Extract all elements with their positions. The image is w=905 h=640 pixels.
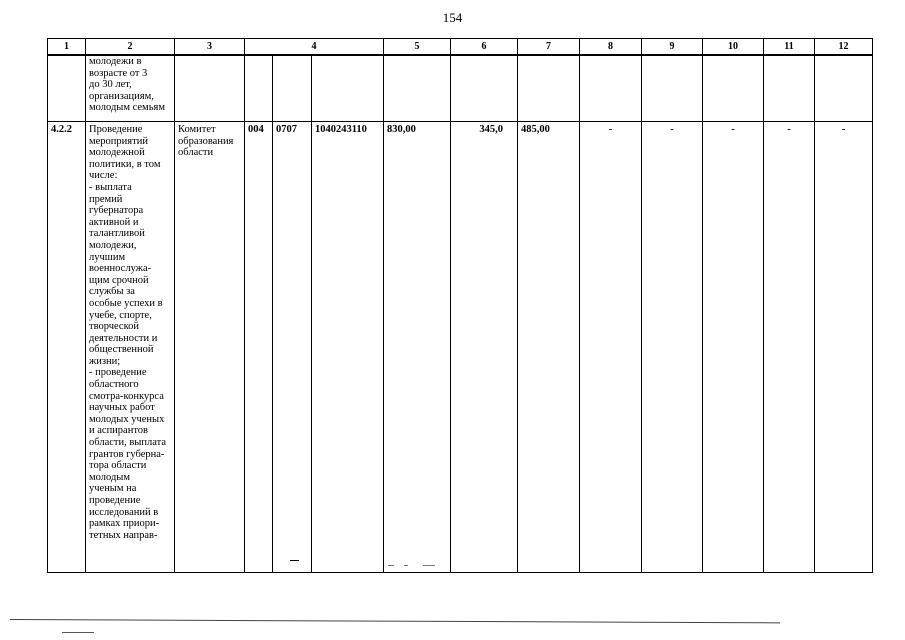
scan-artifact <box>423 565 435 566</box>
scan-artifact <box>404 565 408 566</box>
header-cell: 8 <box>580 39 642 56</box>
col9-value: - <box>642 122 703 573</box>
header-cell: 4 <box>245 39 384 56</box>
col8-value: - <box>580 122 642 573</box>
row-description: Проведение мероприятий молодежной политики, в том числе: - выплата премий губернатора активной и талантливой молодежи, лучшим военнослужа- щим срочной службы за особые успехи в учебе, спорте, творческой деятельности и общественной жизни; - проведение областного смотра-конкурса научных работ молодых ученых и аспирантов области, выплата грантов губерна- тора области молодым ученым на проведение исследований в рамках приори- тетных направ- <box>86 122 175 573</box>
header-cell: 10 <box>703 39 764 56</box>
continuation-description: молодежи в возрасте от 3 до 30 лет, организациям, молодым семьям <box>86 55 175 122</box>
scan-artifact <box>290 560 299 561</box>
header-cell: 11 <box>764 39 815 56</box>
header-cell: 3 <box>175 39 245 56</box>
code-grbs: 004 <box>245 122 273 573</box>
header-cell: 12 <box>815 39 873 56</box>
header-row <box>48 39 873 56</box>
col11-value: - <box>764 122 815 573</box>
header-cell: 7 <box>518 39 580 56</box>
page-number: 154 <box>442 10 463 25</box>
header-cell: 9 <box>642 39 703 56</box>
col7-value: 485,00 <box>518 122 580 573</box>
footer-rule <box>10 619 780 623</box>
header-cell: 5 <box>384 39 451 56</box>
budget-table <box>47 38 873 573</box>
code-section: 0707 <box>273 122 312 573</box>
code-target: 1040243110 <box>312 122 384 573</box>
row-executor: Комитет образования области <box>175 122 245 573</box>
row-number: 4.2.2 <box>48 122 86 573</box>
header-cell: 1 <box>48 39 86 56</box>
footer-mark <box>62 632 94 633</box>
col5-value: 830,00 <box>384 122 451 573</box>
col10-value: - <box>703 122 764 573</box>
table-row-continuation <box>48 55 873 122</box>
scan-artifact <box>388 565 394 566</box>
header-cell: 6 <box>451 39 518 56</box>
header-cell: 2 <box>86 39 175 56</box>
col12-value: - <box>815 122 873 573</box>
col6-value: 345,0 <box>451 122 518 573</box>
table-row <box>48 122 873 573</box>
